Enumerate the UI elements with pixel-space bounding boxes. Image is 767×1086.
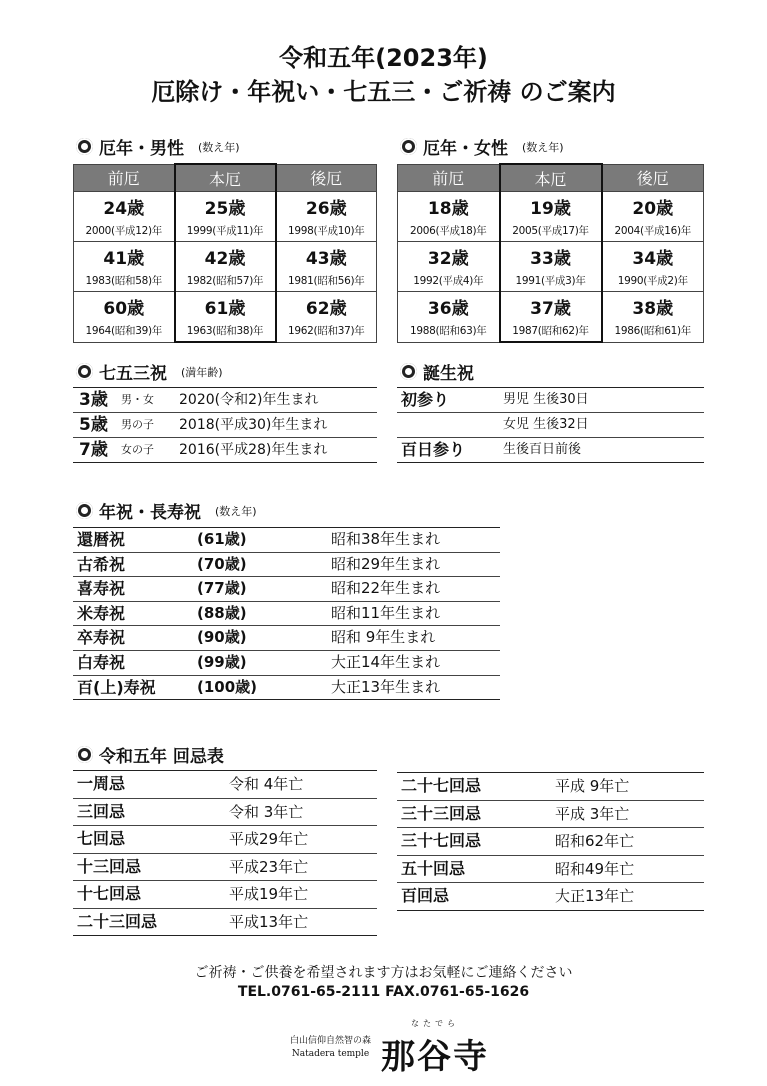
age-cell: 42歳 <box>175 242 276 270</box>
section-note: (満年齢) <box>181 365 223 379</box>
memorial-name: 百回忌 <box>401 886 450 905</box>
birth-year: 昭和22年生まれ <box>331 579 441 598</box>
celebration-name: 卒寿祝 <box>77 628 126 648</box>
birth-year: 大正13年生まれ <box>331 677 441 696</box>
page-title-line2: 厄除け・年祝い・七五三・ご祈祷 のご案内 <box>151 78 616 106</box>
logo-main: 那谷寺 <box>381 1037 490 1077</box>
yaku-female-table <box>397 163 704 343</box>
death-year: 平成19年亡 <box>229 885 309 903</box>
age-cell: 24歳 <box>74 192 175 220</box>
celebration-name: 百(上)寿祝 <box>77 677 156 697</box>
tanjo-heading <box>400 359 474 384</box>
age-cell: 20歳 <box>602 192 704 220</box>
year-cell: 2000(平成12)年 <box>74 219 175 242</box>
memorial-name: 三十七回忌 <box>401 831 482 850</box>
logo-furigana: なたでら <box>411 1019 460 1028</box>
section-title: 厄年・男性 <box>99 139 184 159</box>
gender-label: 女の子 <box>121 443 154 456</box>
footer-contact-note: ご祈祷・ご供養を希望されます方はお気軽にご連絡ください <box>194 965 573 981</box>
age-cell: 36歳 <box>398 292 500 320</box>
table-row <box>73 826 377 854</box>
memorial-name: 三十三回忌 <box>401 803 482 823</box>
age-cell: 43歳 <box>276 242 377 270</box>
celebration-name: 古希祝 <box>77 554 126 574</box>
shichigosan-table <box>73 387 377 463</box>
year-cell: 1998(平成10)年 <box>276 219 377 242</box>
table-row <box>73 626 500 651</box>
ceremony-timing: 女児 生後32日 <box>503 417 589 432</box>
table-row <box>73 676 500 701</box>
yaku-male-table <box>73 163 377 343</box>
section-note: (数え年) <box>522 140 564 154</box>
year-cell: 1983(昭和58)年 <box>74 269 175 292</box>
age-cell: 18歳 <box>398 192 500 220</box>
memorial-name: 七回忌 <box>77 829 126 848</box>
age-label: 5歳 <box>79 415 108 435</box>
death-year: 平成 9年亡 <box>555 777 630 795</box>
celebration-name: 米寿祝 <box>77 603 126 623</box>
year-cell: 1986(昭和61)年 <box>602 319 704 342</box>
age-cell: 60歳 <box>74 292 175 320</box>
section-note: (数え年) <box>198 140 240 154</box>
table-row <box>73 528 500 553</box>
year-cell: 2005(平成17)年 <box>500 219 602 242</box>
kaiki-left-table <box>73 770 377 936</box>
temple-logo <box>290 1018 489 1078</box>
birth-year: 昭和29年生まれ <box>331 554 441 573</box>
age-cell: 26歳 <box>276 192 377 220</box>
section-title: 厄年・女性 <box>423 139 508 159</box>
table-row <box>397 801 704 829</box>
table-row <box>73 388 377 413</box>
birth-year: 2018(平成30)年生まれ <box>179 417 328 433</box>
column-header: 本厄 <box>175 164 276 192</box>
celebration-age: (100歳) <box>197 677 258 696</box>
memorial-name: 十三回忌 <box>77 856 142 876</box>
column-header: 本厄 <box>500 164 602 192</box>
year-cell: 1988(昭和63)年 <box>398 319 500 342</box>
table-row <box>73 602 500 627</box>
table-row <box>73 553 500 578</box>
column-header: 後厄 <box>602 164 704 192</box>
age-cell: 38歳 <box>602 292 704 320</box>
flower-icon <box>76 502 93 519</box>
table-row <box>73 651 500 676</box>
table-row <box>73 881 377 909</box>
celebration-age: (70歳) <box>197 554 247 573</box>
section-title: 七五三祝 <box>99 364 167 384</box>
table-row <box>73 854 377 882</box>
year-cell: 2004(平成16)年 <box>602 219 704 242</box>
flower-icon <box>400 363 417 380</box>
celebration-age: (88歳) <box>197 603 247 622</box>
table-row <box>397 828 704 856</box>
memorial-name: 三回忌 <box>77 801 126 821</box>
table-row <box>397 413 704 438</box>
birth-year: 昭和11年生まれ <box>331 603 441 622</box>
year-cell: 1962(昭和37)年 <box>276 319 377 342</box>
ceremony-name: 初参り <box>401 390 450 409</box>
ceremony-timing: 男児 生後30日 <box>503 392 589 407</box>
age-cell: 62歳 <box>276 292 377 320</box>
ceremony-name: 百日参り <box>401 440 466 459</box>
birth-year: 昭和38年生まれ <box>331 530 441 548</box>
memorial-name: 一周忌 <box>77 774 126 793</box>
age-label: 3歳 <box>79 390 108 410</box>
death-year: 大正13年亡 <box>555 887 635 905</box>
table-row <box>73 577 500 602</box>
memorial-name: 二十七回忌 <box>401 776 482 795</box>
death-year: 平成29年亡 <box>229 830 309 848</box>
death-year: 平成23年亡 <box>229 857 309 876</box>
age-cell: 61歳 <box>175 292 276 320</box>
year-cell: 1964(昭和39)年 <box>74 319 175 342</box>
table-row <box>397 388 704 413</box>
year-cell: 2006(平成18)年 <box>398 219 500 242</box>
table-row <box>73 909 377 937</box>
celebration-name: 還暦祝 <box>77 530 126 549</box>
year-cell: 1981(昭和56)年 <box>276 269 377 292</box>
birth-year: 2016(平成28)年生まれ <box>179 442 328 458</box>
memorial-name: 二十三回忌 <box>77 911 158 931</box>
table-row <box>397 883 704 911</box>
year-cell: 1999(平成11)年 <box>175 219 276 242</box>
death-year: 平成 3年亡 <box>555 804 630 823</box>
death-year: 昭和62年亡 <box>555 832 635 850</box>
logo-subtitle-en: Natadera temple <box>291 1049 370 1059</box>
celebration-age: (90歳) <box>197 628 247 647</box>
death-year: 令和 4年亡 <box>229 775 304 793</box>
table-row <box>397 773 704 801</box>
yaku-male-heading <box>76 134 240 159</box>
yaku-female-heading <box>400 134 564 159</box>
flower-icon <box>76 746 93 763</box>
shichigosan-heading <box>76 359 223 384</box>
age-cell: 37歳 <box>500 292 602 320</box>
year-cell: 1987(昭和62)年 <box>500 319 602 342</box>
section-title: 誕生祝 <box>423 364 474 384</box>
celebration-name: 白寿祝 <box>77 652 126 672</box>
death-year: 昭和49年亡 <box>555 859 635 878</box>
memorial-name: 五十回忌 <box>401 858 466 878</box>
flower-icon <box>76 138 93 155</box>
logo-subtitle-jp: 白山信仰自然智の森 <box>290 1036 372 1046</box>
column-header: 後厄 <box>276 164 377 192</box>
kaiki-right-table <box>397 772 704 911</box>
ceremony-timing: 生後百日前後 <box>503 442 582 457</box>
age-cell: 41歳 <box>74 242 175 270</box>
age-cell: 33歳 <box>500 242 602 270</box>
column-header: 前厄 <box>74 164 175 192</box>
flower-icon <box>400 138 417 155</box>
table-row <box>73 413 377 438</box>
age-cell: 32歳 <box>398 242 500 270</box>
celebration-age: (99歳) <box>197 652 247 671</box>
year-cell: 1982(昭和57)年 <box>175 269 276 292</box>
celebration-name: 喜寿祝 <box>77 579 126 599</box>
toshiiwai-table <box>73 527 500 700</box>
year-cell: 1992(平成4)年 <box>398 269 500 292</box>
death-year: 平成13年亡 <box>229 912 309 931</box>
logo-subtitle <box>290 1035 371 1061</box>
table-row <box>73 438 377 463</box>
toshiiwai-heading <box>76 498 257 523</box>
celebration-age: (61歳) <box>197 530 247 548</box>
kaiki-heading <box>76 742 224 767</box>
column-header: 前厄 <box>398 164 500 192</box>
age-cell: 34歳 <box>602 242 704 270</box>
death-year: 令和 3年亡 <box>229 802 304 821</box>
age-label: 7歳 <box>79 440 108 460</box>
section-title: 年祝・長寿祝 <box>99 503 201 523</box>
year-cell: 1963(昭和38)年 <box>175 319 276 342</box>
year-cell: 1991(平成3)年 <box>500 269 602 292</box>
celebration-age: (77歳) <box>197 579 247 598</box>
age-cell: 25歳 <box>175 192 276 220</box>
table-row <box>397 438 704 463</box>
gender-label: 男の子 <box>121 418 154 431</box>
birth-year: 2020(令和2)年生まれ <box>179 392 319 408</box>
table-row <box>73 771 377 799</box>
memorial-name: 十七回忌 <box>77 884 142 903</box>
footer-phone-fax: TEL.0761-65-2111 FAX.0761-65-1626 <box>237 984 530 1000</box>
gender-label: 男・女 <box>121 393 154 406</box>
tanjo-table <box>397 387 704 463</box>
birth-year: 大正14年生まれ <box>331 652 441 671</box>
flower-icon <box>76 363 93 380</box>
page-title-line1: 令和五年(2023年) <box>279 44 488 72</box>
table-row <box>73 799 377 827</box>
age-cell: 19歳 <box>500 192 602 220</box>
table-row <box>397 856 704 884</box>
section-note: (数え年) <box>215 504 257 518</box>
section-title: 令和五年 回忌表 <box>99 747 224 767</box>
birth-year: 昭和 9年生まれ <box>331 628 436 647</box>
year-cell: 1990(平成2)年 <box>602 269 704 292</box>
